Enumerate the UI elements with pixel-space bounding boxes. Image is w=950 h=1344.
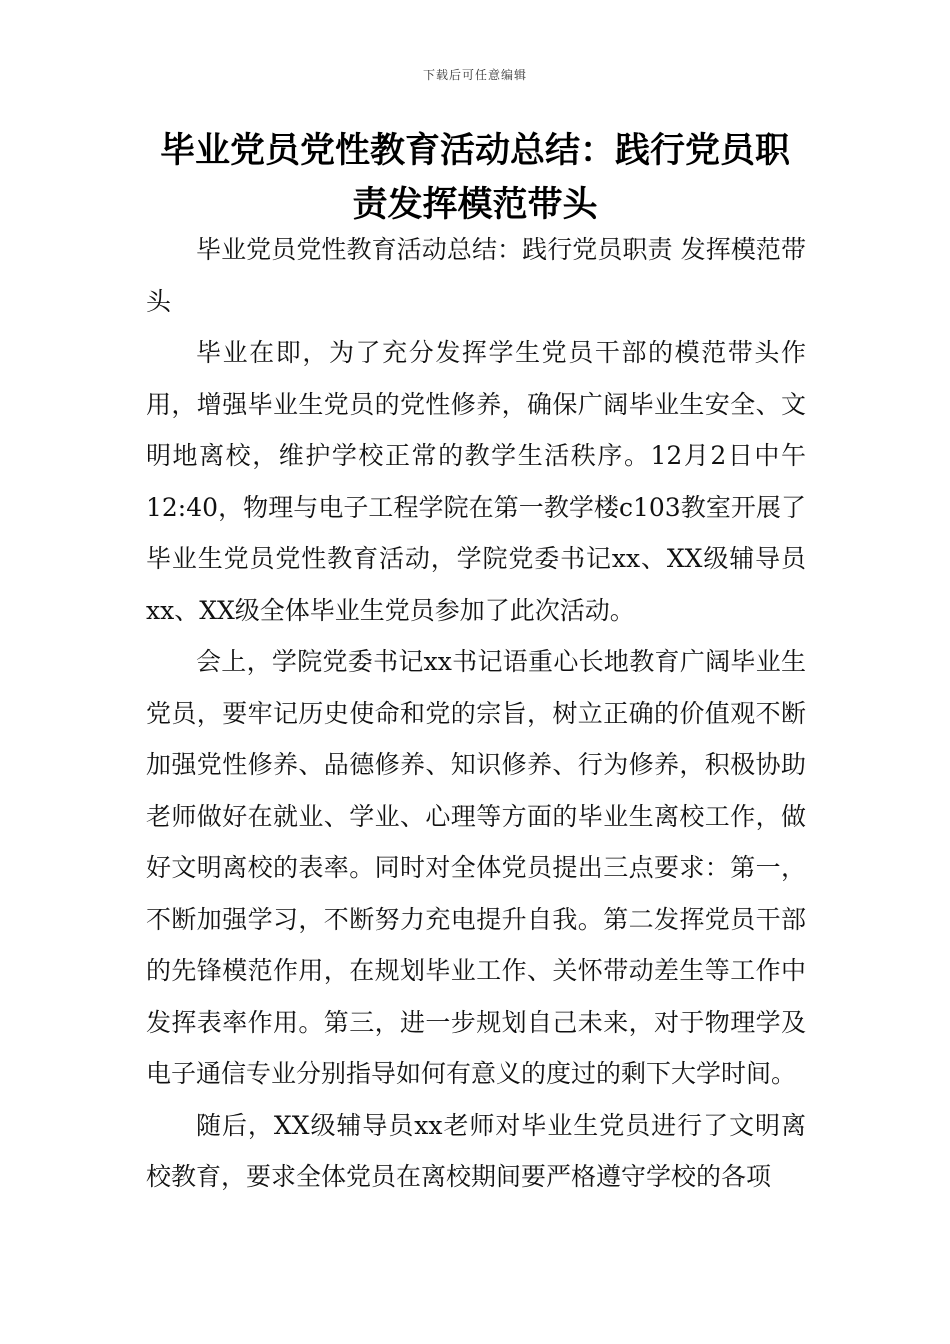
paragraph-followup: 随后，XX级辅导员xx老师对毕业生党员进行了文明离校教育，要求全体党员在离校期间要严格遵守学校的各项 <box>146 1110 806 1191</box>
header-note: 下载后可任意编辑 <box>422 68 527 82</box>
paragraph-subtitle: 毕业党员党性教育活动总结：践行党员职责 发挥模范带头 <box>146 235 806 316</box>
paragraph-intro: 毕业在即，为了充分发挥学生党员干部的模范带头作用，增强毕业生党员的党性修养，确保广阔毕业生安全、文明地离校，维护学校正常的教学生活秩序。12月2日中午12:40，物理与电子工程学院在第一教学楼c103教室开展了毕业生党员党性教育活动，学院党委书记xx、XX级辅导员xx、XX级全体毕业生党员参加了此次活动。 <box>146 338 806 625</box>
paragraph-meeting: 会上，学院党委书记xx书记语重心长地教育广阔毕业生党员，要牢记历史使命和党的宗旨，树立正确的价值观不断加强党性修养、品德修养、知识修养、行为修养，积极协助老师做好在就业、学业、心理等方面的毕业生离校工作，做好文明离校的表率。同时对全体党员提出三点要求：第一，不断加强学习，不断努力充电提升自我。第二发挥党员干部的先锋模范作用，在规划毕业工作、关怀带动差生等工作中发挥表率作用。第三，进一步规划自己未来，对于物理学及电子通信专业分别指导如何有意义的度过的剩下大学时间。 <box>146 647 806 1088</box>
document-title: 毕业党员党性教育活动总结：践行党员职责发挥模范带头 <box>159 131 790 225</box>
document-body <box>146 224 806 1203</box>
